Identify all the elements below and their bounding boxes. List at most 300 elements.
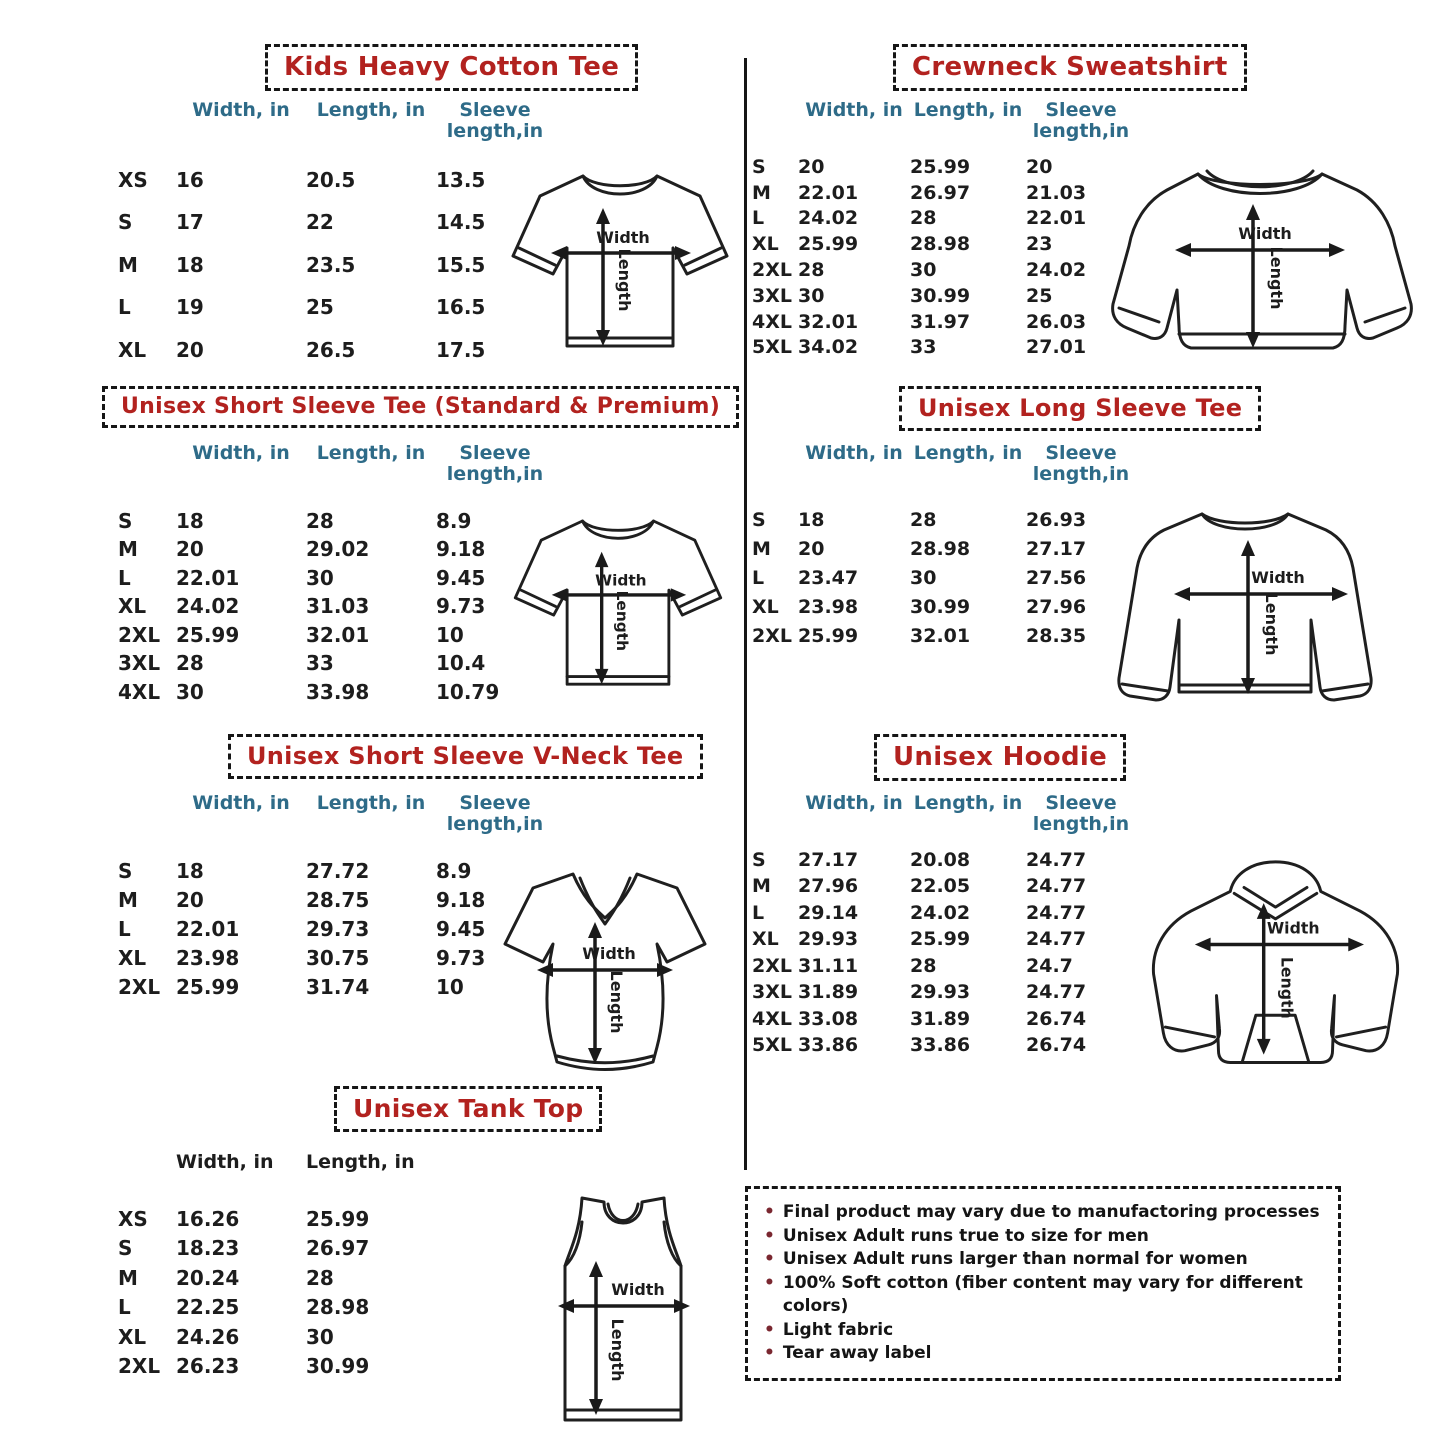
bullet-icon: • [764, 1202, 775, 1222]
size-row [752, 207, 1136, 233]
size-row [752, 902, 1136, 929]
size-value: 9.45 [436, 916, 486, 941]
tshirt-drawing [495, 156, 745, 371]
size-row [752, 285, 1136, 311]
size-row [118, 566, 554, 595]
size-value: 27.17 [1026, 537, 1087, 560]
note-item [764, 1319, 1324, 1343]
size-label: XS [118, 1206, 148, 1231]
note-item [764, 1201, 1324, 1225]
column-header: Length, in [913, 99, 1023, 121]
size-label: S [118, 210, 133, 235]
size-row [118, 1325, 436, 1355]
size-label: L [118, 565, 131, 590]
column-header: Width, in [192, 99, 290, 121]
size-value: 33.86 [798, 1034, 859, 1057]
size-value: 23 [1026, 233, 1053, 256]
size-value: 22.05 [910, 875, 971, 898]
size-row [752, 849, 1136, 876]
size-value: 20 [176, 537, 204, 562]
size-value: 32.01 [306, 622, 370, 647]
bullet-icon: • [764, 1225, 775, 1246]
size-value: 27.56 [1026, 566, 1087, 589]
table-header-row [752, 100, 1136, 142]
size-row [752, 233, 1136, 259]
bullet-icon: • [764, 1343, 775, 1363]
size-label: 2XL [118, 974, 161, 999]
size-label: S [118, 508, 133, 533]
column-header: Sleeve length,in [1032, 99, 1130, 142]
size-value: 10.79 [436, 679, 500, 704]
size-value: 13.5 [436, 167, 486, 192]
width-arrow-label: Width [1238, 224, 1292, 243]
size-value: 30 [910, 566, 937, 589]
length-arrow-label: Length [607, 970, 626, 1034]
size-row [752, 955, 1136, 982]
vneck-tee-drawing [495, 852, 715, 1087]
size-value: 16 [176, 167, 204, 192]
size-row [118, 680, 554, 709]
size-value: 30.99 [910, 284, 971, 307]
size-value: 29.02 [306, 537, 370, 562]
section-title-std-tee [102, 386, 739, 428]
kids-tee-size-table [118, 100, 554, 380]
size-value: 18 [798, 508, 825, 531]
size-label: M [752, 875, 771, 898]
column-header: Width, in [176, 1151, 274, 1173]
note-item [764, 1248, 1324, 1272]
column-header: Width, in [805, 99, 903, 121]
size-value: 24.02 [1026, 258, 1087, 281]
section-title-hoodie [874, 734, 1126, 781]
size-label: XL [752, 233, 779, 256]
size-value: 31.89 [910, 1007, 971, 1030]
size-value: 18 [176, 858, 204, 883]
width-arrow-label: Width [611, 1280, 665, 1299]
size-value: 33 [910, 336, 937, 359]
size-value: 26.03 [1026, 310, 1087, 333]
size-value: 27.72 [306, 858, 370, 883]
size-label: XL [118, 945, 147, 970]
size-value: 31.89 [798, 981, 859, 1004]
size-value: 24.77 [1026, 981, 1087, 1004]
size-label: M [752, 537, 771, 560]
size-value: 25 [306, 295, 334, 320]
note-item [764, 1225, 1324, 1249]
size-row [118, 509, 554, 538]
hoodie-size-table [752, 793, 1136, 1061]
column-header: Width, in [805, 442, 903, 464]
size-value: 27.17 [798, 848, 859, 871]
column-header: Sleeve length,in [446, 99, 544, 142]
column-header: Sleeve length,in [446, 792, 544, 835]
size-row [752, 875, 1136, 902]
size-value: 22.25 [176, 1295, 240, 1320]
length-arrow-label: Length [615, 248, 634, 312]
length-arrow-label: Length [1262, 592, 1281, 656]
size-row [118, 1354, 436, 1384]
size-value: 30 [306, 565, 334, 590]
size-value: 20 [176, 337, 204, 362]
size-label: XL [118, 1324, 147, 1349]
column-header: Length, in [913, 442, 1023, 464]
size-value: 20.24 [176, 1265, 240, 1290]
size-value: 24.02 [176, 594, 240, 619]
size-value: 24.77 [1026, 928, 1087, 951]
size-value: 25.99 [910, 155, 971, 178]
long-sleeve-size-table [752, 443, 1136, 654]
column-header: Length, in [316, 792, 426, 814]
vneck-size-table [118, 793, 554, 1004]
column-header: Sleeve length,in [1032, 792, 1130, 835]
size-value: 33.08 [798, 1007, 859, 1030]
size-row [118, 917, 554, 946]
size-value: 10.4 [436, 651, 486, 676]
size-label: XL [752, 595, 779, 618]
size-row [118, 253, 554, 296]
size-value: 28.75 [306, 887, 370, 912]
size-label: S [118, 1236, 133, 1261]
size-value: 26.97 [910, 181, 971, 204]
size-value: 27.96 [798, 875, 859, 898]
size-row [752, 336, 1136, 362]
size-value: 18 [176, 252, 204, 277]
size-row [118, 975, 554, 1004]
size-value: 21.03 [1026, 181, 1087, 204]
size-row [118, 859, 554, 888]
size-value: 24.77 [1026, 848, 1087, 871]
size-label: M [118, 1265, 138, 1290]
size-label: 2XL [118, 1354, 161, 1379]
section-title-text: Kids Heavy Cotton Tee [284, 52, 620, 82]
size-value: 8.9 [436, 508, 472, 533]
size-label: 4XL [752, 310, 792, 333]
size-row [752, 625, 1136, 654]
size-row [118, 946, 554, 975]
size-row [118, 1266, 436, 1296]
size-row [752, 509, 1136, 538]
length-arrow-label: Length [613, 590, 632, 652]
size-value: 24.7 [1026, 954, 1073, 977]
size-value: 30.99 [306, 1354, 370, 1379]
size-value: 18 [176, 508, 204, 533]
size-value: 15.5 [436, 252, 486, 277]
size-row [752, 1034, 1136, 1061]
length-arrow-label: Length [1267, 246, 1286, 310]
column-header: Width, in [192, 442, 290, 464]
size-value: 20 [798, 537, 825, 560]
section-title-text: Unisex Long Sleeve Tee [918, 394, 1243, 422]
column-header: Length, in [913, 792, 1023, 814]
size-value: 28 [910, 207, 937, 230]
size-value: 26.97 [306, 1236, 370, 1261]
tank-top-size-table [118, 1152, 436, 1384]
size-row [118, 888, 554, 917]
size-value: 29.14 [798, 901, 859, 924]
size-row [118, 168, 554, 211]
size-label: 3XL [752, 284, 792, 307]
size-row [118, 210, 554, 253]
size-value: 25.99 [176, 622, 240, 647]
width-arrow-label: Width [1251, 568, 1305, 587]
section-title-kids-tee [265, 44, 638, 91]
size-value: 33.98 [306, 679, 370, 704]
size-value: 26.5 [306, 337, 356, 362]
tank-top-drawing [538, 1188, 708, 1438]
section-title-long-sleeve [899, 386, 1261, 431]
bullet-icon: • [764, 1249, 775, 1269]
size-value: 31.03 [306, 594, 370, 619]
size-label: 2XL [752, 258, 792, 281]
size-value: 10 [436, 622, 464, 647]
section-title-text: Unisex Tank Top [353, 1094, 584, 1123]
size-value: 22.01 [176, 565, 240, 590]
section-title-vneck [228, 734, 703, 779]
size-value: 24.77 [1026, 901, 1087, 924]
size-label: 3XL [118, 651, 161, 676]
size-value: 24.26 [176, 1324, 240, 1349]
size-value: 22.01 [798, 181, 859, 204]
size-value: 31.74 [306, 974, 370, 999]
size-value: 27.01 [1026, 336, 1087, 359]
size-value: 22.01 [1026, 207, 1087, 230]
length-arrow-label: Length [1277, 956, 1297, 1019]
crewneck-size-table [752, 100, 1136, 362]
product-notes-box [745, 1186, 1341, 1381]
column-header: Width, in [192, 792, 290, 814]
size-label: L [752, 207, 765, 230]
size-row [118, 594, 554, 623]
size-value: 30 [798, 284, 825, 307]
size-row [752, 981, 1136, 1008]
size-value: 17 [176, 210, 204, 235]
size-value: 20 [176, 887, 204, 912]
size-value: 20.5 [306, 167, 356, 192]
size-value: 25.99 [798, 624, 859, 647]
size-value: 14.5 [436, 210, 486, 235]
size-row [752, 156, 1136, 182]
size-label: S [118, 858, 133, 883]
size-value: 24.02 [798, 207, 859, 230]
size-value: 29.73 [306, 916, 370, 941]
size-value: 30 [910, 258, 937, 281]
size-row [752, 259, 1136, 285]
size-value: 28 [910, 508, 937, 531]
size-value: 26.93 [1026, 508, 1087, 531]
size-row [118, 295, 554, 338]
note-text: Final product may vary due to manufactoring processes [782, 1202, 1320, 1222]
size-label: 4XL [752, 1007, 792, 1030]
size-value: 24.77 [1026, 875, 1087, 898]
size-value: 9.45 [436, 565, 486, 590]
size-value: 32.01 [798, 310, 859, 333]
note-text: Tear away label [782, 1343, 932, 1363]
size-value: 28.98 [910, 233, 971, 256]
table-header-row [752, 443, 1136, 485]
size-value: 30 [306, 1324, 334, 1349]
size-label: M [118, 537, 138, 562]
note-text: Unisex Adult runs true to size for men [782, 1225, 1149, 1246]
note-text: 100% Soft cotton (fiber content may vary for different colors) [782, 1272, 1303, 1316]
size-value: 34.02 [798, 336, 859, 359]
size-value: 28 [306, 508, 334, 533]
size-row [118, 623, 554, 652]
section-title-text: Unisex Hoodie [893, 742, 1108, 772]
size-row [752, 538, 1136, 567]
length-arrow-label: Length [608, 1318, 627, 1382]
size-value: 23.98 [798, 595, 859, 618]
size-value: 22 [306, 210, 334, 235]
size-label: L [118, 916, 131, 941]
size-label: M [118, 887, 138, 912]
size-value: 28.98 [306, 1295, 370, 1320]
size-label: XL [118, 337, 147, 362]
size-row [752, 567, 1136, 596]
size-value: 24.02 [910, 901, 971, 924]
hoodie-drawing [1128, 848, 1423, 1098]
section-title-text: Unisex Short Sleeve V-Neck Tee [247, 742, 684, 770]
size-label: XL [118, 594, 147, 619]
note-item [764, 1342, 1324, 1366]
size-value: 9.18 [436, 537, 486, 562]
size-label: 2XL [752, 954, 792, 977]
size-label: XS [118, 167, 148, 192]
size-label: XL [752, 928, 779, 951]
size-value: 33.86 [910, 1034, 971, 1057]
size-row [752, 182, 1136, 208]
size-value: 9.73 [436, 594, 486, 619]
size-row [118, 338, 554, 381]
size-value: 28 [176, 651, 204, 676]
std-tee-size-table [118, 443, 554, 708]
size-value: 28.98 [910, 537, 971, 560]
size-row [752, 596, 1136, 625]
size-label: S [752, 848, 766, 871]
size-row [752, 311, 1136, 337]
size-value: 19 [176, 295, 204, 320]
size-value: 9.73 [436, 945, 486, 970]
size-value: 25.99 [798, 233, 859, 256]
size-value: 9.18 [436, 887, 486, 912]
size-value: 26.74 [1026, 1007, 1087, 1030]
bullet-icon: • [764, 1272, 775, 1293]
size-value: 28 [306, 1265, 334, 1290]
size-label: S [752, 155, 766, 178]
size-row [118, 651, 554, 680]
size-value: 25.99 [176, 974, 240, 999]
width-arrow-label: Width [1266, 918, 1320, 938]
width-arrow-label: Width [596, 228, 650, 247]
column-header: Length, in [316, 442, 426, 464]
section-title-text: Crewneck Sweatshirt [912, 52, 1228, 82]
column-header: Width, in [805, 792, 903, 814]
size-label: M [118, 252, 138, 277]
table-header-row [118, 1152, 436, 1173]
size-label: L [752, 566, 765, 589]
section-title-tank-top [334, 1086, 602, 1132]
size-value: 26.74 [1026, 1034, 1087, 1057]
table-header-row [752, 793, 1136, 835]
size-value: 20 [1026, 155, 1053, 178]
note-text: Unisex Adult runs larger than normal for women [782, 1249, 1248, 1269]
sweatshirt-drawing [1095, 158, 1425, 383]
column-header: Length, in [306, 1151, 415, 1173]
size-value: 25.99 [910, 928, 971, 951]
size-value: 26.23 [176, 1354, 240, 1379]
size-value: 27.96 [1026, 595, 1087, 618]
table-header-row [118, 793, 554, 835]
size-value: 32.01 [910, 624, 971, 647]
size-row [118, 1236, 436, 1266]
size-label: 5XL [752, 336, 792, 359]
bullet-icon: • [764, 1319, 775, 1340]
column-header: Sleeve length,in [446, 442, 544, 485]
size-row [752, 1008, 1136, 1035]
size-row [118, 1295, 436, 1325]
size-value: 29.93 [798, 928, 859, 951]
size-value: 25.99 [306, 1206, 370, 1231]
size-value: 30 [176, 679, 204, 704]
size-label: M [752, 181, 771, 204]
size-value: 22.01 [176, 916, 240, 941]
size-value: 25 [1026, 284, 1053, 307]
size-value: 29.93 [910, 981, 971, 1004]
size-value: 18.23 [176, 1236, 240, 1261]
long-sleeve-tee-drawing [1080, 500, 1430, 725]
column-header: Sleeve length,in [1032, 442, 1130, 485]
size-label: 5XL [752, 1034, 792, 1057]
size-value: 23.5 [306, 252, 356, 277]
tshirt-drawing [498, 495, 738, 715]
width-arrow-label: Width [595, 571, 647, 590]
table-header-row [118, 443, 554, 485]
size-label: L [752, 901, 765, 924]
section-title-text: Unisex Short Sleeve Tee (Standard & Premium) [121, 394, 721, 419]
size-value: 28 [798, 258, 825, 281]
size-value: 17.5 [436, 337, 486, 362]
table-header-row [118, 100, 554, 142]
size-value: 10 [436, 974, 464, 999]
note-item [764, 1272, 1324, 1319]
column-header: Length, in [316, 99, 426, 121]
size-value: 16.26 [176, 1206, 240, 1231]
size-value: 28 [910, 954, 937, 977]
size-value: 16.5 [436, 295, 486, 320]
size-value: 31.97 [910, 310, 971, 333]
size-value: 23.47 [798, 566, 859, 589]
size-label: 2XL [118, 622, 161, 647]
size-label: 2XL [752, 624, 792, 647]
size-label: L [118, 1295, 131, 1320]
note-text: Light fabric [782, 1319, 894, 1340]
size-label: 3XL [752, 981, 792, 1004]
section-title-crewneck [893, 44, 1247, 91]
size-row [752, 928, 1136, 955]
size-value: 20.08 [910, 848, 971, 871]
size-row [118, 1207, 436, 1237]
width-arrow-label: Width [582, 944, 636, 963]
size-value: 28.35 [1026, 624, 1087, 647]
size-value: 20 [798, 155, 825, 178]
size-value: 33 [306, 651, 334, 676]
size-row [118, 537, 554, 566]
size-value: 31.11 [798, 954, 859, 977]
size-value: 8.9 [436, 858, 472, 883]
size-value: 30.99 [910, 595, 971, 618]
size-value: 30.75 [306, 945, 370, 970]
size-value: 23.98 [176, 945, 240, 970]
size-label: S [752, 508, 766, 531]
